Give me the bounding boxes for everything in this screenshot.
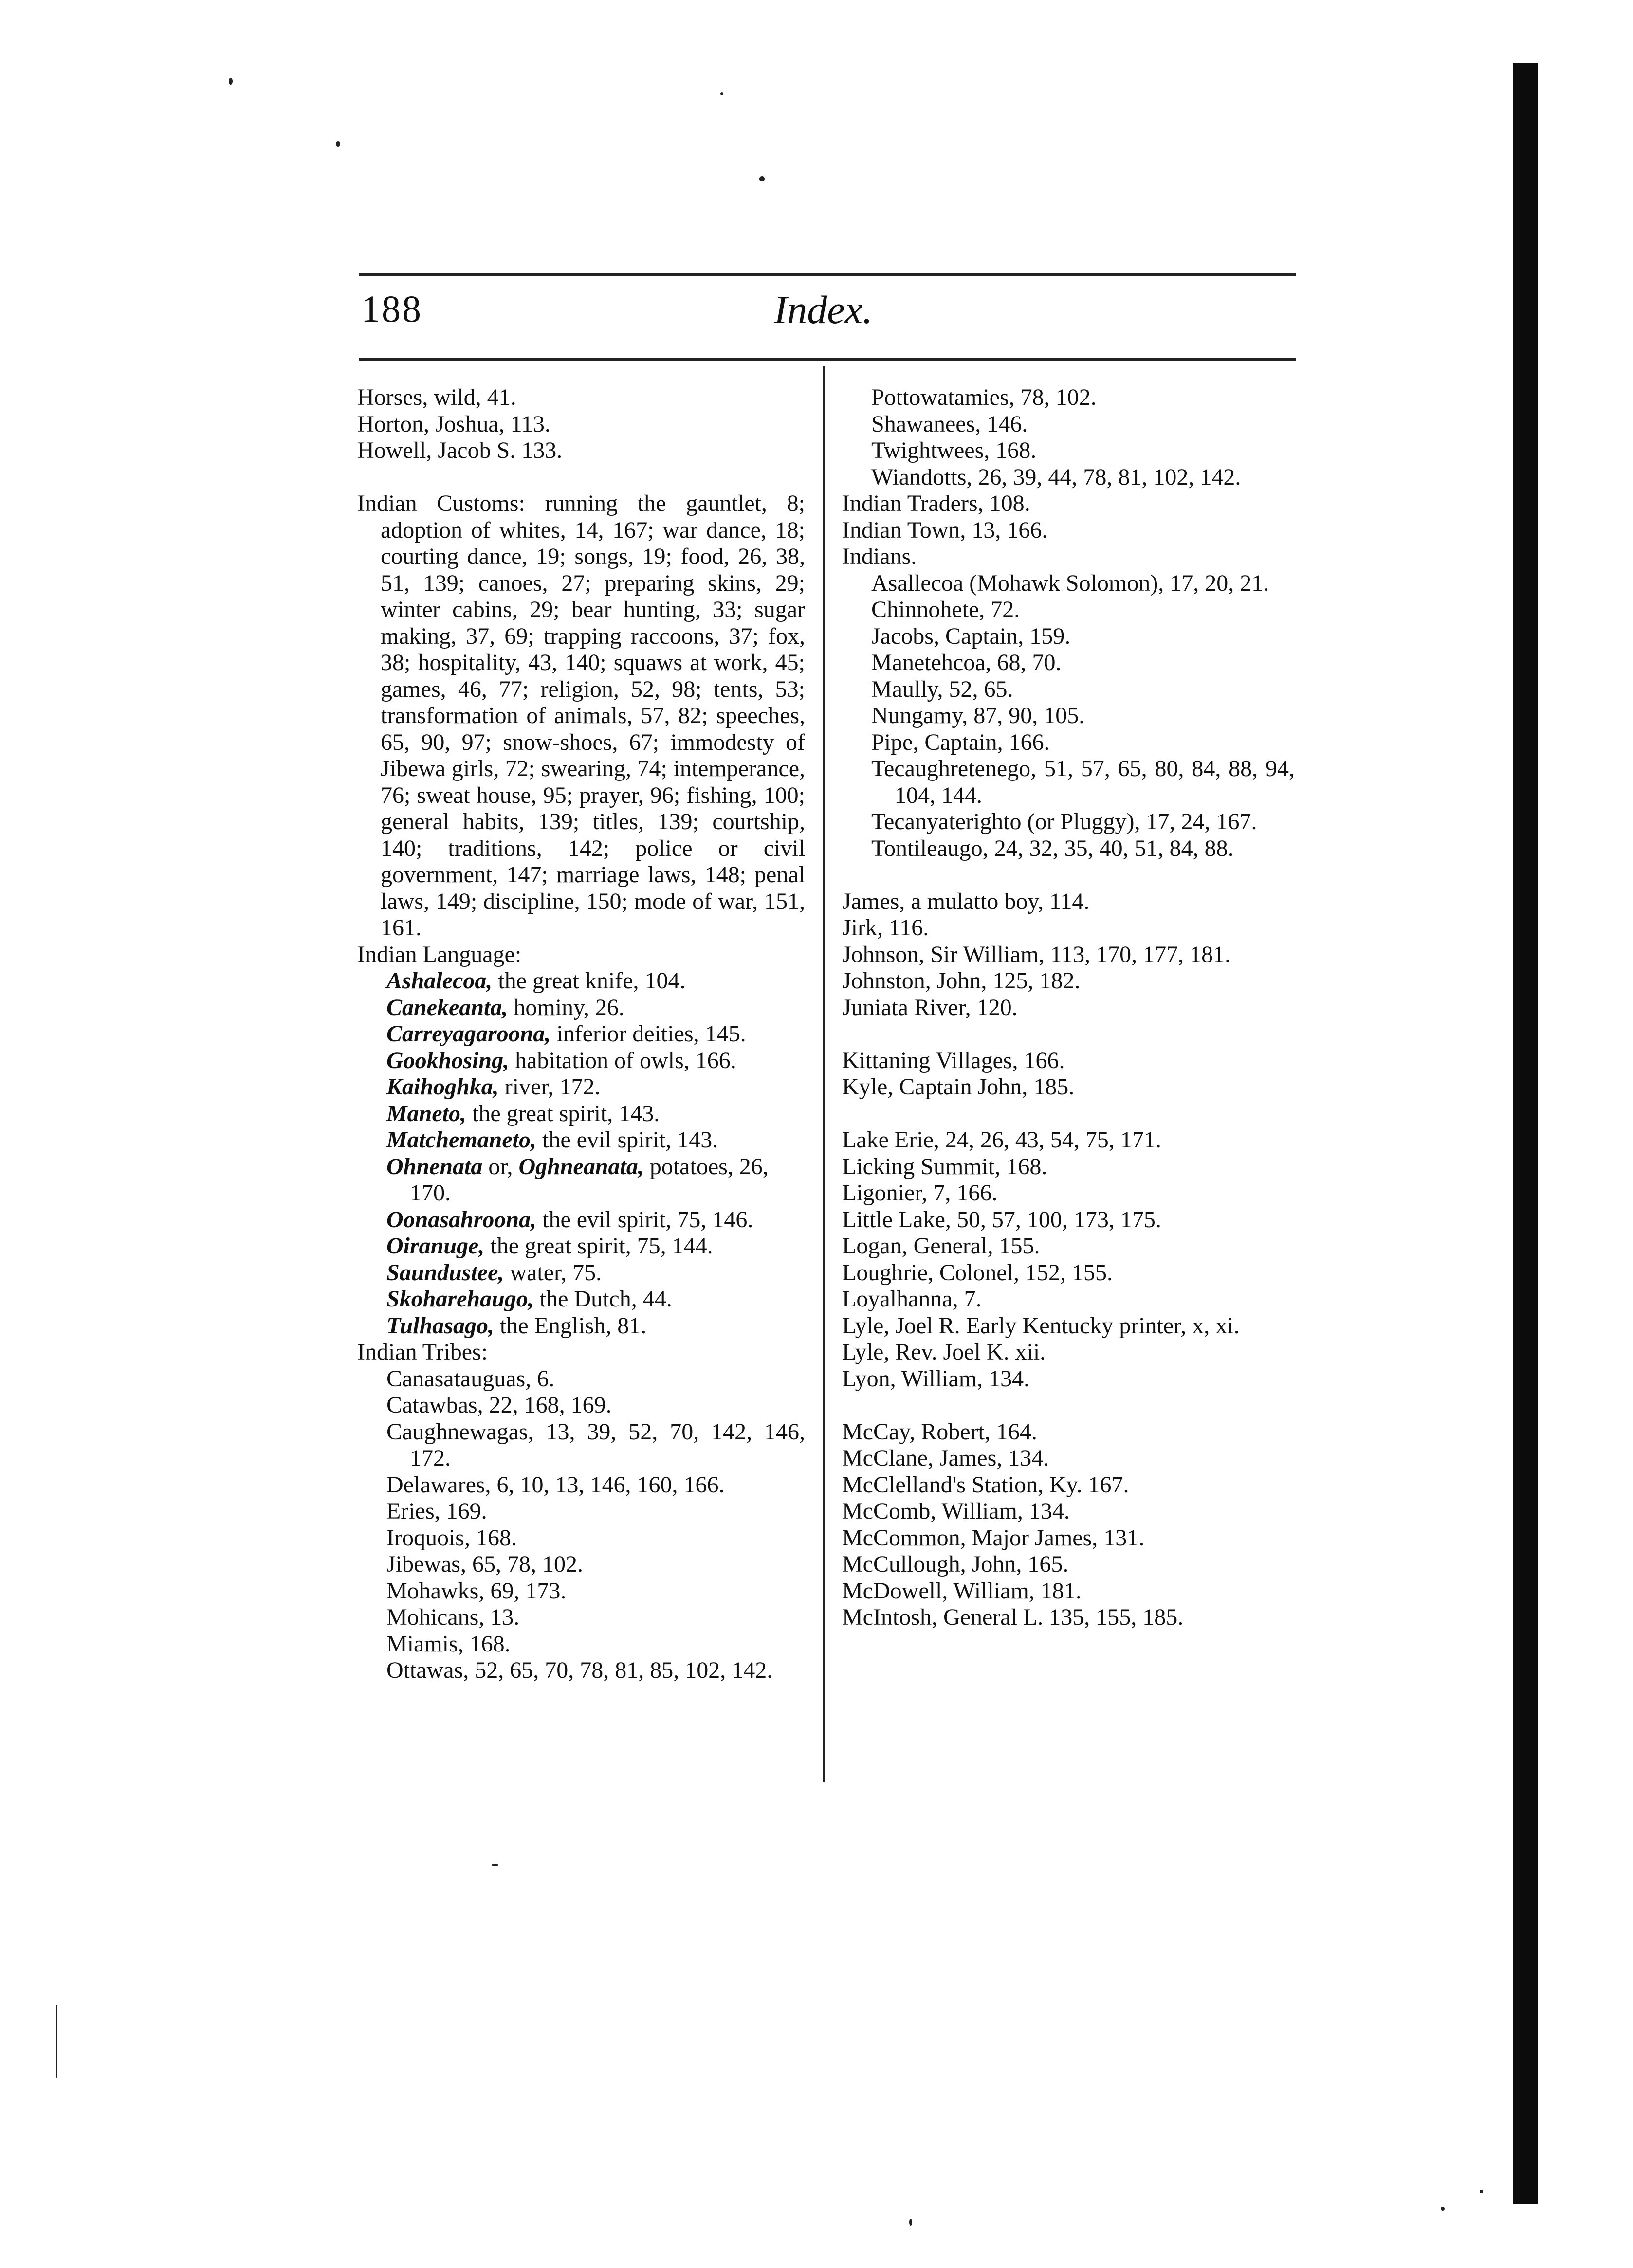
entry-gap	[842, 1021, 1295, 1048]
index-entry	[842, 1207, 1295, 1234]
entry-text: James, a mulatto boy, 114.	[842, 888, 1090, 914]
entry-text: the evil spirit, 75, 146.	[536, 1206, 753, 1233]
entry-text: Indian Language:	[357, 941, 522, 967]
entry-text: Maully, 52, 65.	[871, 676, 1013, 702]
index-entry	[842, 1366, 1295, 1393]
entry-text: Asallecoa (Mohawk Solomon), 17, 20, 21.	[871, 570, 1269, 596]
index-entry	[842, 1472, 1295, 1499]
scan-speck	[1480, 2190, 1483, 2193]
entry-text: Indian Tribes:	[357, 1339, 488, 1365]
index-entry	[842, 1445, 1295, 1472]
entry-text: McClelland's Station, Ky. 167.	[842, 1471, 1129, 1498]
entry-text: Kyle, Captain John, 185.	[842, 1074, 1075, 1100]
index-subentry	[842, 623, 1295, 650]
index-entry	[842, 889, 1295, 915]
column-divider	[823, 366, 825, 1782]
entry-text: McIntosh, General L. 135, 155, 185.	[842, 1604, 1184, 1630]
index-subentry	[357, 1048, 805, 1074]
index-subentry	[842, 729, 1295, 756]
index-entry	[842, 544, 1295, 570]
indian-term: Oiranuge,	[386, 1233, 485, 1259]
entry-text: Lyle, Rev. Joel K. xii.	[842, 1339, 1046, 1365]
entry-text: the great spirit, 143.	[466, 1100, 660, 1126]
index-subentry	[357, 1498, 805, 1525]
entry-text: Pottowatamies, 78, 102.	[871, 384, 1097, 410]
index-entry	[842, 968, 1295, 995]
index-entry	[842, 1074, 1295, 1101]
entry-text: McCay, Robert, 164.	[842, 1418, 1037, 1445]
index-column-right	[842, 384, 1295, 1631]
index-entry	[842, 1525, 1295, 1552]
entry-text: hominy, 26.	[508, 994, 624, 1020]
header-rule-bottom	[359, 358, 1296, 361]
index-entry	[842, 1551, 1295, 1578]
indian-term: Oonasahroona,	[386, 1206, 537, 1233]
entry-text: Mohawks, 69, 173.	[386, 1578, 567, 1604]
index-entry	[842, 1286, 1295, 1313]
entry-text: inferior deities, 145.	[550, 1021, 746, 1047]
index-entry	[357, 942, 805, 968]
entry-gap	[842, 1101, 1295, 1127]
entry-text: Pipe, Captain, 166.	[871, 729, 1050, 755]
index-subentry	[357, 1233, 805, 1260]
entry-text: Eries, 169.	[386, 1498, 487, 1524]
entry-text: Twightwees, 168.	[871, 437, 1037, 463]
entry-text: Wiandotts, 26, 39, 44, 78, 81, 102, 142.	[871, 464, 1241, 490]
index-entry	[357, 1339, 805, 1366]
entry-text: Loughrie, Colonel, 152, 155.	[842, 1259, 1113, 1286]
index-subentry	[842, 411, 1295, 438]
index-subentry	[842, 437, 1295, 464]
indian-term: Carreyagaroona,	[386, 1021, 551, 1047]
index-entry	[842, 1604, 1295, 1631]
entry-text: or,	[482, 1153, 519, 1179]
entry-text: Johnston, John, 125, 182.	[842, 968, 1081, 994]
entry-text: Nungamy, 87, 90, 105.	[871, 703, 1085, 728]
scan-speck	[909, 2219, 912, 2226]
index-subentry	[357, 1101, 805, 1127]
entry-text: Chinnohete, 72.	[871, 597, 1020, 622]
entry-gap	[842, 1392, 1295, 1419]
entry-text: Delawares, 6, 10, 13, 146, 160, 166.	[386, 1471, 725, 1498]
indian-term: Oghneanata,	[518, 1153, 644, 1179]
entry-text: Juniata River, 120.	[842, 994, 1018, 1020]
index-subentry	[357, 1074, 805, 1101]
index-subentry	[842, 597, 1295, 623]
index-subentry	[357, 1631, 805, 1658]
entry-text: McClane, James, 134.	[842, 1445, 1049, 1471]
entry-text: Canasatauguas, 6.	[386, 1365, 555, 1392]
index-entry	[842, 1313, 1295, 1340]
index-entry	[842, 1578, 1295, 1605]
entry-text: Indians.	[842, 544, 917, 569]
entry-text: Logan, General, 155.	[842, 1233, 1040, 1259]
index-entry	[842, 1048, 1295, 1074]
entry-text: the English, 81.	[494, 1312, 647, 1339]
indian-term: Saundustee,	[386, 1259, 504, 1286]
entry-text: the great spirit, 75, 144.	[484, 1233, 713, 1259]
index-subentry	[357, 968, 805, 995]
index-subentry	[357, 1154, 805, 1207]
entry-text: McComb, William, 134.	[842, 1498, 1070, 1524]
page-number: 188	[361, 288, 422, 330]
entry-text: water, 75.	[504, 1259, 602, 1286]
index-subentry	[842, 703, 1295, 729]
index-entry	[842, 517, 1295, 544]
entry-text: the great knife, 104.	[492, 968, 686, 994]
header-rule-top	[359, 273, 1296, 276]
entry-text: McCommon, Major James, 131.	[842, 1524, 1145, 1551]
index-subentry	[357, 1657, 805, 1684]
entry-text: Howell, Jacob S. 133.	[357, 437, 563, 463]
entry-text: Ottawas, 52, 65, 70, 78, 81, 85, 102, 142.	[386, 1657, 773, 1683]
entry-text: Tecanyaterighto (or Pluggy), 17, 24, 167.	[871, 809, 1257, 835]
index-subentry	[842, 676, 1295, 703]
scan-speck	[229, 78, 233, 85]
entry-text: Lake Erie, 24, 26, 43, 54, 75, 171.	[842, 1127, 1161, 1153]
entry-text: Horses, wild, 41.	[357, 384, 516, 410]
entry-text: Jirk, 116.	[842, 915, 929, 941]
entry-text: the Dutch, 44.	[533, 1286, 672, 1312]
entry-text: McCullough, John, 165.	[842, 1551, 1069, 1577]
indian-term: Kaihoghka,	[386, 1074, 499, 1100]
entry-text: Indian Town, 13, 166.	[842, 517, 1048, 543]
indian-term: Ohnenata	[386, 1153, 483, 1179]
scan-speck	[336, 141, 340, 147]
index-subentry	[842, 809, 1295, 835]
entry-text: Shawanees, 146.	[871, 411, 1028, 437]
index-subentry	[357, 1604, 805, 1631]
entry-text: Iroquois, 168.	[386, 1524, 517, 1551]
indian-term: Canekeanta,	[386, 994, 508, 1020]
scan-speck	[492, 1864, 498, 1866]
entry-text: Mohicans, 13.	[386, 1604, 520, 1630]
index-subentry	[842, 650, 1295, 676]
index-subentry	[842, 835, 1295, 862]
entry-text: McDowell, William, 181.	[842, 1578, 1082, 1604]
entry-text: Catawbas, 22, 168, 169.	[386, 1392, 612, 1418]
index-entry	[357, 411, 805, 438]
index-subentry	[357, 1419, 805, 1472]
indian-term: Ashalecoa,	[386, 968, 493, 994]
index-subentry	[357, 1578, 805, 1605]
entry-text: Miamis, 168.	[386, 1631, 511, 1657]
entry-text: potatoes, 26, 170.	[410, 1153, 769, 1206]
index-subentry	[842, 384, 1295, 411]
index-subentry	[357, 995, 805, 1021]
index-entry	[842, 1127, 1295, 1154]
index-subentry	[357, 1551, 805, 1578]
index-entry	[357, 437, 805, 464]
entry-text: Manetehcoa, 68, 70.	[871, 650, 1062, 675]
index-entry	[842, 1498, 1295, 1525]
index-entry	[842, 1233, 1295, 1260]
index-subentry	[357, 1472, 805, 1499]
index-subentry	[357, 1286, 805, 1313]
scan-speck	[759, 176, 765, 181]
index-entry	[357, 490, 805, 942]
index-entry	[842, 1154, 1295, 1180]
index-subentry	[357, 1127, 805, 1154]
index-subentry	[357, 1313, 805, 1340]
entry-text: Indian Customs: running the gauntlet, 8; adoption of whites, 14, 167; war dance, 18; courting dance, 19; songs, 19; food, 26, 38, 51, 139; canoes, 27; preparing skins, 29; winter cabins, 29; bear hunting, 33; sugar making, 37, 69; trapping raccoons, 37; fox, 38; hospitality, 43, 140; squaws at work, 45; games, 46, 77; religion, 52, 98; tents, 53; transformation of animals, 57, 82; speeches, 65, 90, 97; snow-shoes, 67; immodesty of Jibewa girls, 72; swearing, 74; intemperance, 76; sweat house, 95; prayer, 96; fishing, 100; general habits, 139; titles, 139; courtship, 140; traditions, 142; police or civil government, 147; marriage laws, 148; penal laws, 149; discipline, 150; mode of war, 151, 161.	[357, 490, 805, 941]
index-subentry	[357, 1392, 805, 1419]
index-entry	[842, 1419, 1295, 1446]
index-subentry	[357, 1366, 805, 1393]
entry-text: Jacobs, Captain, 159.	[871, 623, 1071, 649]
index-entry	[357, 384, 805, 411]
running-head: Index.	[774, 288, 873, 332]
entry-text: Lyon, William, 134.	[842, 1365, 1030, 1392]
index-subentry	[842, 570, 1295, 597]
entry-text: Horton, Joshua, 113.	[357, 411, 550, 437]
scan-speck	[1441, 2207, 1445, 2211]
scan-speck	[720, 92, 723, 95]
index-entry	[842, 915, 1295, 942]
index-entry	[842, 1260, 1295, 1287]
index-subentry	[357, 1260, 805, 1287]
index-subentry	[357, 1021, 805, 1048]
entry-gap	[842, 862, 1295, 889]
entry-text: Lyle, Joel R. Early Kentucky printer, x, xi.	[842, 1312, 1240, 1339]
indian-term: Matchemaneto,	[386, 1127, 536, 1153]
entry-text: Licking Summit, 168.	[842, 1153, 1047, 1179]
index-column-left	[357, 384, 805, 1684]
indian-term: Skoharehaugo,	[386, 1286, 534, 1312]
entry-text: the evil spirit, 143.	[536, 1127, 718, 1153]
entry-text: Indian Traders, 108.	[842, 490, 1030, 516]
entry-text: Tecaughretenego, 51, 57, 65, 80, 84, 88, 94, 104, 144.	[871, 756, 1295, 808]
indian-term: Tulhasago,	[386, 1312, 494, 1339]
index-entry	[842, 1180, 1295, 1207]
indian-term: Gookhosing,	[386, 1047, 510, 1073]
entry-gap	[357, 464, 805, 491]
entry-text: Ligonier, 7, 166.	[842, 1180, 998, 1206]
index-entry	[842, 490, 1295, 517]
index-subentry	[357, 1207, 805, 1234]
entry-text: Tontileaugo, 24, 32, 35, 40, 51, 84, 88.	[871, 835, 1234, 861]
entry-text: Loyalhanna, 7.	[842, 1286, 982, 1312]
entry-text: Little Lake, 50, 57, 100, 173, 175.	[842, 1206, 1161, 1233]
index-subentry	[842, 464, 1295, 491]
entry-text: Caughnewagas, 13, 39, 52, 70, 142, 146, 172.	[386, 1418, 805, 1471]
indian-term: Maneto,	[386, 1100, 467, 1126]
index-subentry	[842, 756, 1295, 809]
index-subentry	[357, 1525, 805, 1552]
entry-text: Jibewas, 65, 78, 102.	[386, 1551, 583, 1577]
scan-speck	[56, 2005, 57, 2078]
index-entry	[842, 1339, 1295, 1366]
entry-text: Johnson, Sir William, 113, 170, 177, 181.	[842, 941, 1231, 967]
entry-text: Kittaning Villages, 166.	[842, 1047, 1065, 1073]
index-entry	[842, 942, 1295, 968]
scan-edge-shadow	[1513, 63, 1538, 2204]
entry-text: river, 172.	[498, 1074, 601, 1100]
index-entry	[842, 995, 1295, 1021]
entry-text: habitation of owls, 166.	[509, 1047, 736, 1073]
